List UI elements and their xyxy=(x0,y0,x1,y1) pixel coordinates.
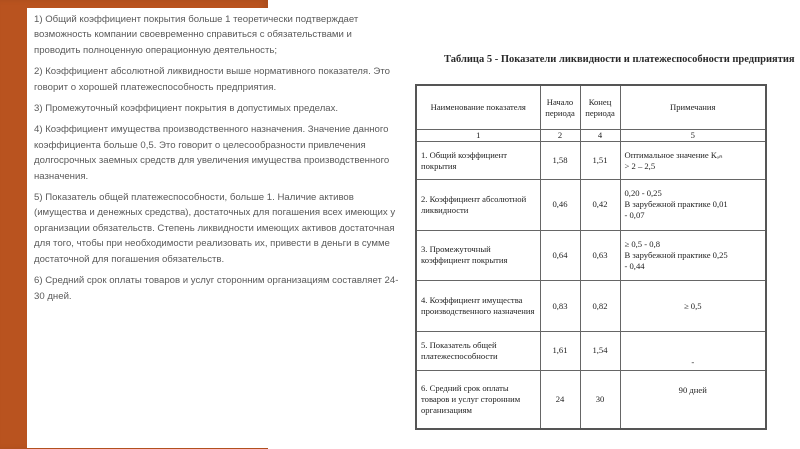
note-line: - 0,44 xyxy=(624,260,645,271)
table-title: Таблица 5 - Показатели ликвидности и платежеспособности предприятия xyxy=(444,54,795,65)
note-line: > 2 – 2,5 xyxy=(624,160,656,171)
indicator-name: 2. Коэффициент абсолютной ликвидности xyxy=(416,179,540,230)
indicator-name: 6. Средний срок оплаты товаров и услуг сторонним организациям xyxy=(416,370,540,429)
header-notes: Примечания xyxy=(620,85,766,130)
table-row xyxy=(416,370,766,429)
note-cell xyxy=(620,179,766,230)
conclusion-paragraph-4: 4) Коэффициент имущества производственного назначения. Значение данного коэффициента больше 0,5. Это говорит о целесообразности привлечения долгосрочных заемных средств для увеличения имущества производственного назначения. xyxy=(34,124,390,182)
note-line: В зарубежной практике 0,01 xyxy=(624,199,728,210)
note-cell xyxy=(620,230,766,281)
value-start: 24 xyxy=(540,370,580,429)
col-number: 2 xyxy=(540,130,580,142)
conclusion-paragraph-2: 2) Коэффициент абсолютной ликвидности выше нормативного показателя. Это говорит о хорошей платежеспособность предприятия. xyxy=(34,66,390,93)
note-line: ≥ 0,5 - 0,8 xyxy=(624,238,661,249)
header-period-end: Конец периода xyxy=(580,85,620,130)
value-start: 1,61 xyxy=(540,332,580,371)
col-number: 5 xyxy=(620,130,766,142)
indicator-name: 4. Коэффициент имущества производственного назначения xyxy=(416,281,540,332)
value-start: 0,64 xyxy=(540,230,580,281)
indicator-name: 1. Общий коэффициент покрытия xyxy=(416,142,540,180)
note-line: - 0,07 xyxy=(624,210,645,221)
value-start: 0,83 xyxy=(540,281,580,332)
note-cell xyxy=(620,142,766,180)
note-line: Оптимальное значение Кₒₙ xyxy=(624,149,723,160)
header-indicator-name: Наименование показателя xyxy=(416,85,540,130)
value-end: 1,51 xyxy=(580,142,620,180)
indicator-name: 3. Промежуточный коэффициент покрытия xyxy=(416,230,540,281)
header-period-start: Начало периода xyxy=(540,85,580,130)
col-number: 4 xyxy=(580,130,620,142)
value-end: 0,82 xyxy=(580,281,620,332)
note-line: - xyxy=(691,356,695,367)
col-number: 1 xyxy=(416,130,540,142)
table-row xyxy=(416,332,766,371)
table-row xyxy=(416,142,766,180)
liquidity-table xyxy=(415,84,767,430)
value-end: 30 xyxy=(580,370,620,429)
table-row xyxy=(416,179,766,230)
value-end: 1,54 xyxy=(580,332,620,371)
note-line: 90 дней xyxy=(678,384,707,395)
column-number-row xyxy=(416,130,766,142)
conclusion-paragraph-6: 6) Средний срок оплаты товаров и услуг сторонним организациям составляет 24-30 дней. xyxy=(34,275,399,302)
table-row xyxy=(416,281,766,332)
value-start: 1,58 xyxy=(540,142,580,180)
note-line: В зарубежной практике 0,25 xyxy=(624,249,728,260)
table-row xyxy=(416,230,766,281)
note-cell xyxy=(620,370,766,429)
conclusion-paragraph-5: 5) Показатель общей платежеспособности, больше 1. Наличие активов (имущества и денежных средства), достаточных для погашения всех имеющих у организации обязательств. Степень ликвидности имеющих активов достаточная для того, чтобы при необходимости реализовать их, привести в деньги в сумме достаточной для погашения обязательств. xyxy=(34,192,396,265)
value-end: 0,63 xyxy=(580,230,620,281)
note-cell xyxy=(620,281,766,332)
conclusion-paragraph-3: 3) Промежуточный коэффициент покрытия в допустимых пределах. xyxy=(34,103,339,115)
value-end: 0,42 xyxy=(580,179,620,230)
note-line: 0,20 - 0,25 xyxy=(624,188,662,199)
note-line: ≥ 0,5 xyxy=(683,300,702,311)
conclusions-text-box xyxy=(27,8,405,448)
value-start: 0,46 xyxy=(540,179,580,230)
conclusion-paragraph-1: 1) Общий коэффициент покрытия больше 1 теоретически подтверждает возможность компании своевременно справиться с обязательствами и проводить полноценную операционную деятельность; xyxy=(34,14,359,56)
indicator-name: 5. Показатель общей платежеспособности xyxy=(416,332,540,371)
note-cell xyxy=(620,332,766,371)
table-header-row xyxy=(416,85,766,130)
